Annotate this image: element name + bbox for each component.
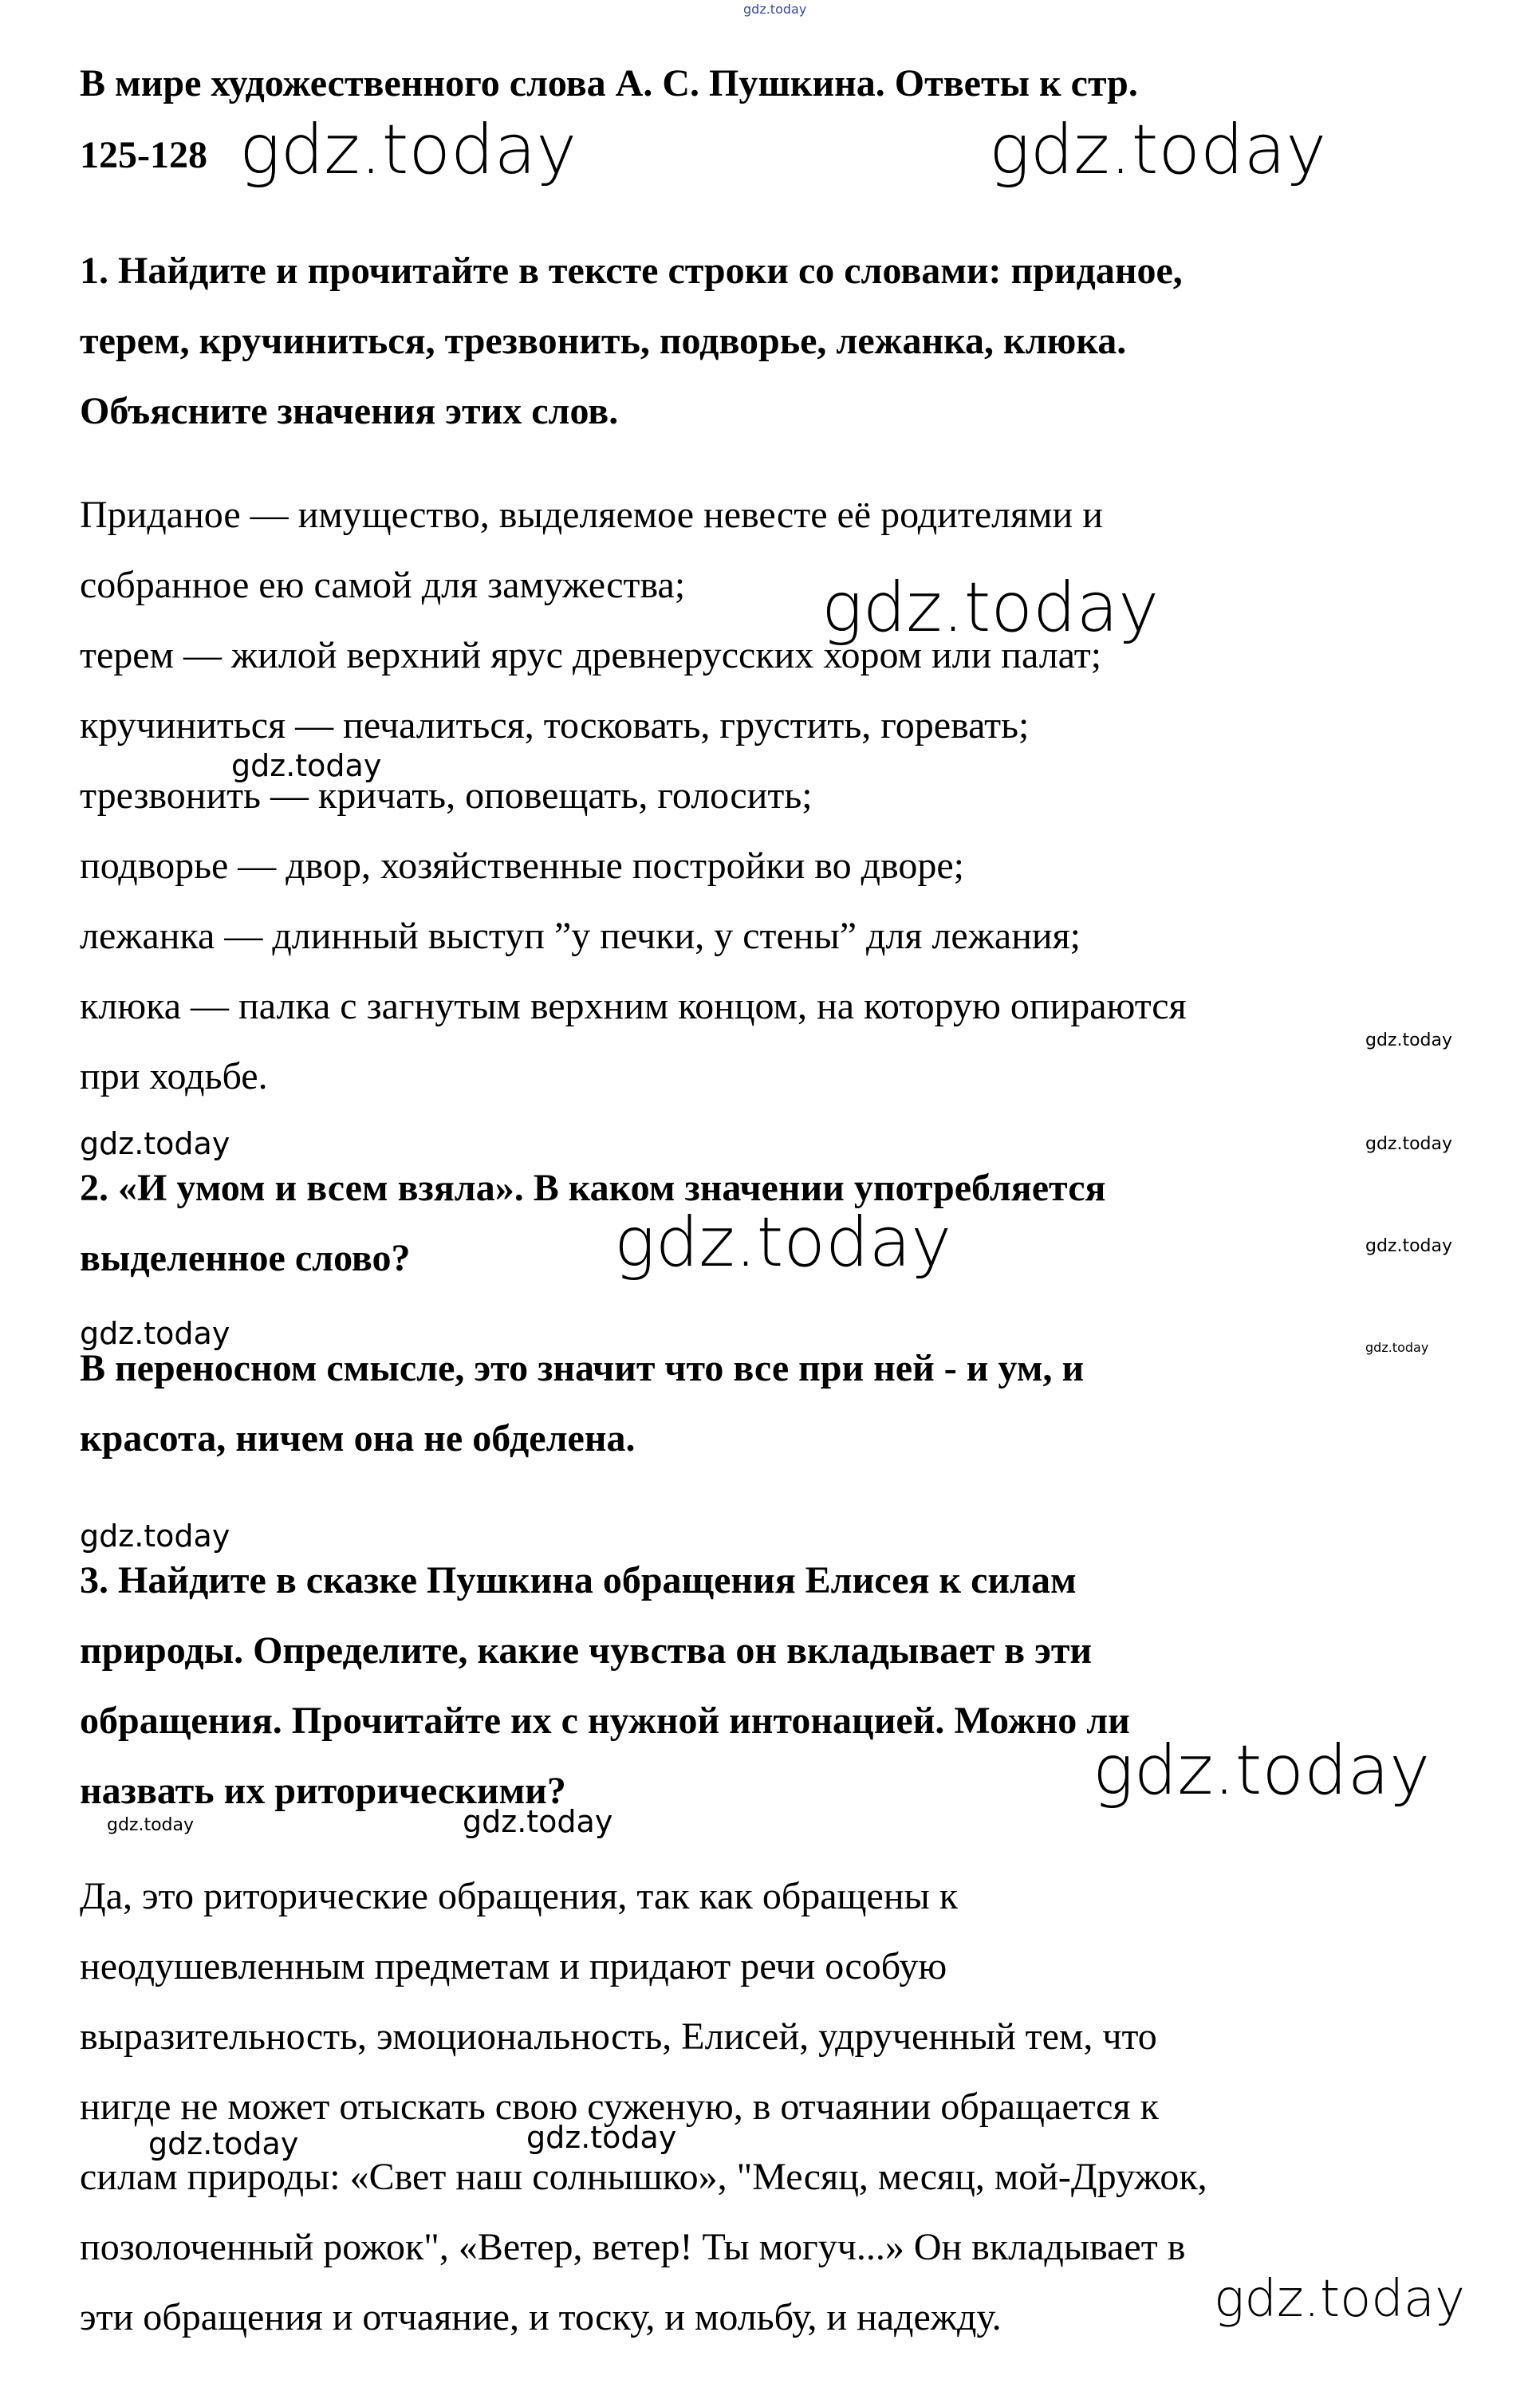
watermark: gdz.today (1365, 1030, 1453, 1050)
question-line: Объясните значения этих слов. (80, 390, 619, 432)
answer-line: силам природы: «Свет наш солнышко», "Месяц, месяц, мой-Дружок, (80, 2156, 1207, 2198)
answer-line: Да, это риторические обращения, так как обращены к (80, 1875, 959, 1917)
watermark: gdz.today (80, 1519, 230, 1554)
watermark: gdz.today (231, 748, 382, 783)
answer-line: Приданое — имущество, выделяемое невесте её родителями и (80, 494, 1103, 536)
answer-line: лежанка — длинный выступ ”у печки, у стены” для лежания; (80, 915, 1081, 957)
watermark: gdz.today (821, 568, 1160, 648)
page-title-line: 125-128 (80, 134, 207, 176)
answer-line: позолоченный рожок", «Ветер, ветер! Ты могуч...» Он вкладывает в (80, 2226, 1186, 2268)
question-line: выделенное слово? (80, 1237, 411, 1279)
watermark: gdz.today (1214, 2270, 1465, 2329)
answer-line: красота, ничем она не обделена. (80, 1417, 636, 1459)
answer-1 (80, 480, 1483, 1112)
answer-line: собранное ею самой для замужества; (80, 564, 686, 606)
answer-2 (80, 1333, 1483, 1474)
answer-line: кручиниться — печалиться, тосковать, грустить, горевать; (80, 704, 1030, 746)
watermark: gdz.today (526, 2120, 677, 2155)
watermark: gdz.today (80, 1316, 230, 1351)
question-line: обращения. Прочитайте их с нужной интонацией. Можно ли (80, 1700, 1130, 1742)
watermark: gdz.today (463, 1804, 613, 1839)
question-line: 3. Найдите в сказке Пушкина обращения Елисея к силам (80, 1559, 1077, 1601)
watermark: gdz.today (614, 1203, 952, 1282)
watermark: gdz.today (1365, 1340, 1429, 1355)
answer-line: нигде не может отыскать свою суженую, в отчаянии обращается к (80, 2086, 1159, 2128)
answer-line: трезвонить — кричать, оповещать, голосить; (80, 774, 813, 817)
answer-line: подворье — двор, хозяйственные постройки во дворе; (80, 845, 964, 887)
watermark: gdz.today (107, 1815, 195, 1835)
watermark: gdz.today (1365, 1134, 1453, 1154)
watermark: gdz.today (80, 1126, 230, 1161)
watermark: gdz.today (1093, 1731, 1431, 1810)
answer-line: неодушевленным предметам и придают речи особую (80, 1945, 947, 1987)
answer-line: при ходьбе. (80, 1055, 268, 1097)
answer-line: терем — жилой верхний ярус древнерусских хором или палат; (80, 634, 1102, 676)
answer-line: клюка — палка с загнутым верхним концом, на которую опираются (80, 985, 1187, 1027)
answer-line: эти обращения и отчаяние, и тоску, и мольбу, и надежду. (80, 2296, 1002, 2338)
watermark: gdz.today (148, 2126, 299, 2161)
answer-line: выразительность, эмоциональность, Елисей, удрученный тем, что (80, 2015, 1157, 2058)
page-title-line: В мире художественного слова А. С. Пушкина. Ответы к стр. (80, 62, 1138, 104)
answer-line: В переносном смысле, это значит что все при ней - и ум, и (80, 1347, 1085, 1389)
question-line: назвать их риторическими? (80, 1770, 566, 1812)
question-line: 1. Найдите и прочитайте в тексте строки со словами: приданое, (80, 250, 1183, 292)
question-1 (80, 236, 1483, 447)
watermark-top: gdz.today (743, 2, 807, 17)
question-line: 2. «И умом и всем взяла». В каком значении употребляется (80, 1167, 1106, 1209)
watermark: gdz.today (1365, 1236, 1453, 1256)
watermark: gdz.today (239, 110, 577, 190)
watermark: gdz.today (989, 110, 1327, 190)
question-line: терем, кручиниться, трезвонить, подворье, лежанка, клюка. (80, 320, 1127, 362)
question-line: природы. Определите, какие чувства он вкладывает в эти (80, 1629, 1093, 1672)
